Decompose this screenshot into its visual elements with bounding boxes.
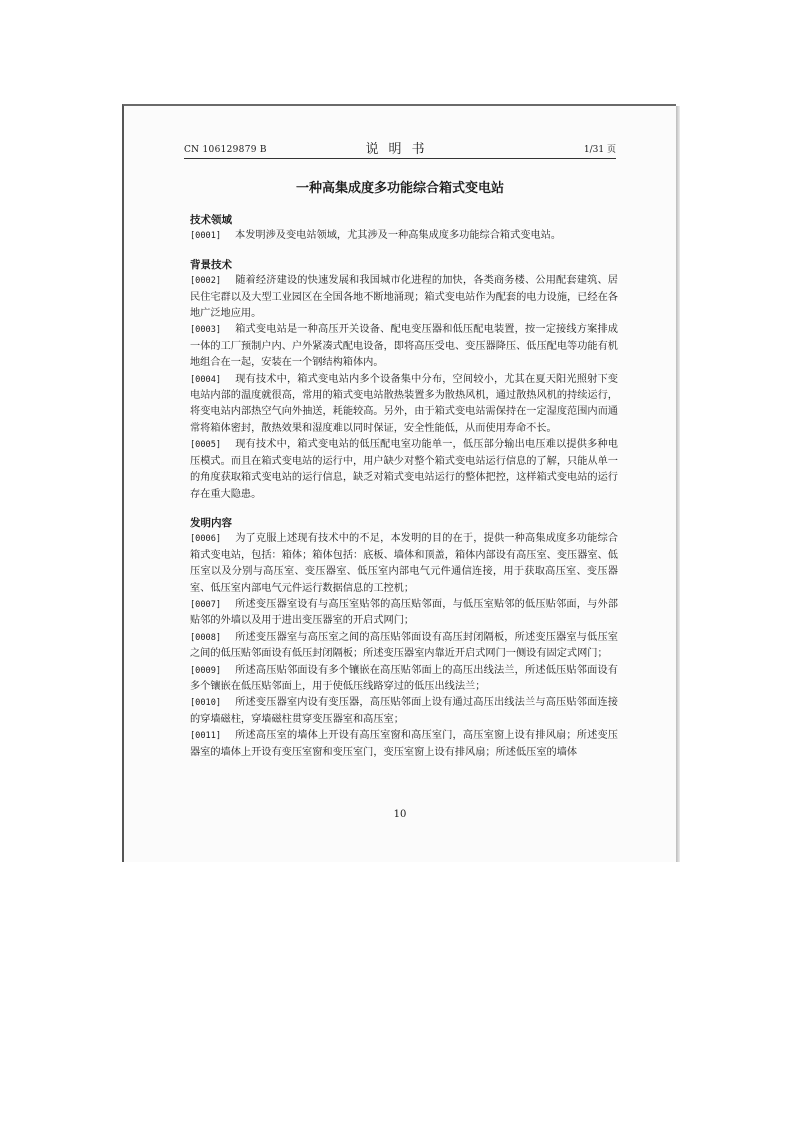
document-body (190, 212, 618, 761)
paragraph-number: [0002] (190, 276, 222, 287)
page-info: 1/31 页 (583, 145, 616, 155)
paragraph-text: 本发明涉及变电站领域，尤其涉及一种高集成度多功能综合箱式变电站。 (235, 230, 562, 242)
paragraph-number: [0004] (190, 374, 222, 385)
section-heading: 技术领域 (190, 214, 232, 226)
paragraph-text: 现有技术中，箱式变电站内多个设备集中分布，空间较小，尤其在夏天阳光照射下变电站内部的温度就很高，常用的箱式变电站散热装置多为散热风机，通过散热风机的持续运行，将变电站内部热空气向外抽送，耗能较高。另外，由于箱式变电站需保持在一定湿度范围内而通常将箱体密封，散热效果和湿度难以同时保证，安全性能低，从而使用寿命不长。 (190, 373, 618, 434)
paragraph-text: 所述高压室的墙体上开设有高压室窗和高压室门，高压室窗上设有排风扇；所述变压器室的墙体上开设有变压室窗和变压室门，变压室窗上设有排风扇；所述低压室的墙体 (190, 730, 618, 758)
paragraph (190, 372, 618, 438)
paragraph-number: [0010] (190, 698, 222, 709)
paragraph-number: [0007] (190, 599, 222, 610)
paragraph-number: [0008] (190, 632, 222, 643)
patent-number: CN 106129879 B (184, 145, 267, 155)
section-heading: 发明内容 (190, 516, 232, 529)
page-number: 10 (393, 809, 407, 820)
section-heading: 背景技术 (190, 258, 232, 271)
paragraph-number: [0009] (190, 665, 222, 676)
paragraph (190, 663, 618, 696)
paragraph-text: 随着经济建设的快速发展和我国城市化进程的加快，各类商务楼、公用配套建筑、居民住宅群以及大型工业园区在全国各地不断地涌现；箱式变电站作为配套的电力设施，已经在各地广泛地应用。 (190, 275, 618, 320)
paragraph (190, 728, 618, 761)
paragraph (190, 597, 618, 630)
paragraph (190, 437, 618, 503)
page-header (184, 140, 616, 159)
paragraph-text: 所述变压器室与高压室之间的高压贴邻面设有高压封闭隔板，所述变压器室与低压室之间的低压贴邻面设有低压封闭隔板；所述变压器室内靠近开启式网门一侧设有固定式网门； (190, 631, 618, 660)
paragraph-number: [0005] (190, 440, 222, 451)
scanned-page (122, 104, 676, 862)
document-type: 说明书 (365, 142, 435, 157)
paragraph-text: 所述变压器室设有与高压室贴邻的高压贴邻面，与低压室贴邻的低压贴邻面，与外部贴邻的外墙以及用于进出变压器室的开启式网门； (190, 598, 618, 627)
paragraph (190, 695, 618, 728)
document-title: 一种高集成度多功能综合箱式变电站 (295, 181, 504, 196)
paragraph (190, 273, 618, 322)
paragraph-number: [0011] (190, 731, 222, 742)
paragraph-text: 所述变压器室内设有变压器，高压贴邻面上设有通过高压出线法兰与高压贴邻面连接的穿墙磁柱，穿墙磁柱贯穿变压器室和高压室； (190, 697, 618, 725)
paragraph-number: [0003] (190, 325, 222, 336)
paragraph (190, 322, 618, 371)
paragraph-number: [0006] (190, 534, 222, 545)
paragraph-text: 所述高压贴邻面设有多个镶嵌在高压贴邻面上的高压出线法兰，所述低压贴邻面设有多个镶嵌在低压贴邻面上，用于使低压线路穿过的低压出线法兰； (190, 664, 618, 692)
paragraph (190, 531, 618, 597)
paragraph-number: [0001] (190, 231, 222, 242)
paragraph-text: 现有技术中，箱式变电站的低压配电室功能单一，低压部分输出电压难以提供多种电压模式。而且在箱式变电站的运行中，用户缺少对整个箱式变电站运行信息的了解，只能从单一的角度获取箱式变电站的运行信息，缺乏对箱式变电站运行的整体把控，这样箱式变电站的运行存在重大隐患。 (190, 439, 618, 500)
paragraph (190, 630, 618, 663)
paragraph-text: 箱式变电站是一种高压开关设备、配电变压器和低压配电装置，按一定接线方案排成一体的工厂预制户内、户外紧凑式配电设备，即将高压受电、变压器降压、低压配电等功能有机地组合在一起，安装在一个钢结构箱体内。 (190, 324, 618, 369)
paragraph (190, 228, 618, 244)
paragraph-text: 为了克服上述现有技术中的不足，本发明的目的在于，提供一种高集成度多功能综合箱式变电站，包括：箱体；箱体包括：底板、墙体和顶盖，箱体内部设有高压室、变压器室、低压室以及分别与高压室、变压器室、低压室内部电气元件通信连接，用于获取高压室、变压器室、低压室内部电气元件运行数据信息的工控机； (190, 533, 618, 594)
